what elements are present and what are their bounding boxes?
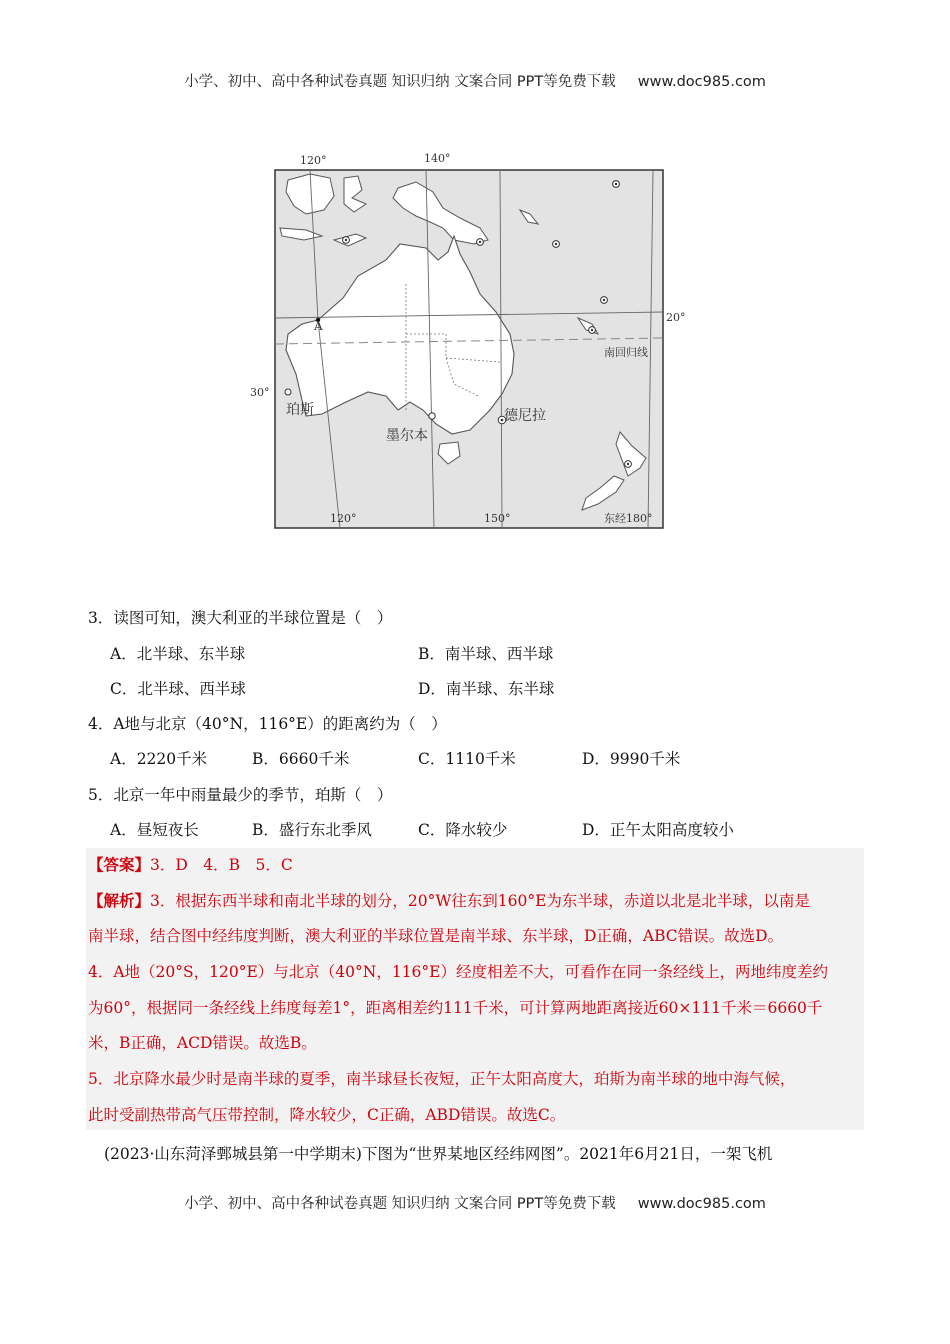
page-footer [0,1192,950,1213]
question-4-option-b[interactable]: B．6660千米 [252,750,350,768]
label-tropic: 南回归线 [604,346,648,359]
question-3-option-b[interactable]: B．南半球、西半球 [418,645,554,663]
analysis-line-5: 米，B正确，ACD错误。故选B。 [88,1034,317,1052]
analysis-line-4: 为60°，根据同一条经线上纬度每差1°，距离相差约111千米，可计算两地距离接近60×111千米＝6660千 [88,999,823,1017]
footer-site: www.doc985.com [637,1196,766,1212]
question-5-option-b[interactable]: B．盛行东北季风 [252,821,372,839]
label-point-a: A [314,319,323,333]
analysis-tag: 【解析】 [88,891,151,910]
analysis-line-6: 5．北京降水最少时是南半球的夏季，南半球昼长夜短，正午太阳高度大，珀斯为南半球的地中海气候， [88,1070,796,1088]
question-3-stem: 3．读图可知，澳大利亚的半球位置是（ ） [88,609,393,627]
label-melbourne: 墨尔本 [386,428,428,444]
analysis-line-7: 此时受副热带高气压带控制，降水较少，C正确，ABD错误。故选C。 [88,1106,566,1124]
question-5-option-a[interactable]: A．昼短夜长 [110,821,199,839]
label-bottom-180: 东经180° [604,512,653,525]
question-3-option-d[interactable]: D．南半球、东半球 [418,680,555,698]
question-4-option-a[interactable]: A．2220千米 [110,750,208,768]
header-text: 小学、初中、高中各种试卷真题 知识归纳 文案合同 PPT等免费下载 [184,74,616,90]
analysis-text-1: 3．根据东西半球和南北半球的划分，20°W往东到160°E为东半球，赤道以北是北半球，以南是 [150,892,810,910]
city-marker-perth [285,389,291,395]
label-top-120: 120° [300,154,327,167]
answer-text: 3．D 4．B 5．C [150,856,293,874]
question-4-option-d[interactable]: D．9990千米 [582,750,681,768]
label-lat-20: 20° [666,311,686,324]
question-5-stem: 5．北京一年中雨量最少的季节，珀斯（ ） [88,786,393,804]
label-bottom-120: 120° [330,512,357,525]
analysis-line-1 [88,889,810,911]
label-perth: 珀斯 [286,402,314,418]
page-header [0,70,950,91]
question-3-option-c[interactable]: C．北半球、西半球 [110,680,246,698]
label-bottom-150: 150° [484,512,511,525]
footer-text: 小学、初中、高中各种试卷真题 知识归纳 文案合同 PPT等免费下载 [184,1196,616,1212]
analysis-line-2: 南半球，结合图中经纬度判断，澳大利亚的半球位置是南半球、东半球，D正确，ABC错误。故选D。 [88,927,784,945]
analysis-line-3: 4．A地（20°S，120°E）与北京（40°N，116°E）经度相差不大，可看作在同一条经线上，两地纬度差约 [88,963,828,981]
question-3-option-a[interactable]: A．北半球、东半球 [110,645,246,663]
answer-tag: 【答案】 [88,855,151,874]
label-lat-30: 30° [250,386,270,399]
label-top-140: 140° [424,152,451,165]
label-sydney: 德尼拉 [504,408,546,424]
australia-map [248,148,686,533]
question-4-stem: 4．A地与北京（40°N，116°E）的距离约为（ ） [88,715,447,733]
next-question-intro: (2023·山东菏泽鄄城县第一中学期末)下图为“世界某地区经纬网图”。2021年6月21日，一架飞机 [104,1145,773,1163]
question-4-option-c[interactable]: C．1110千米 [418,750,516,768]
city-marker-melbourne [429,413,435,419]
answer-line [88,853,293,875]
question-5-option-d[interactable]: D．正午太阳高度较小 [582,821,734,839]
question-5-option-c[interactable]: C．降水较少 [418,821,508,839]
header-site: www.doc985.com [637,74,766,90]
